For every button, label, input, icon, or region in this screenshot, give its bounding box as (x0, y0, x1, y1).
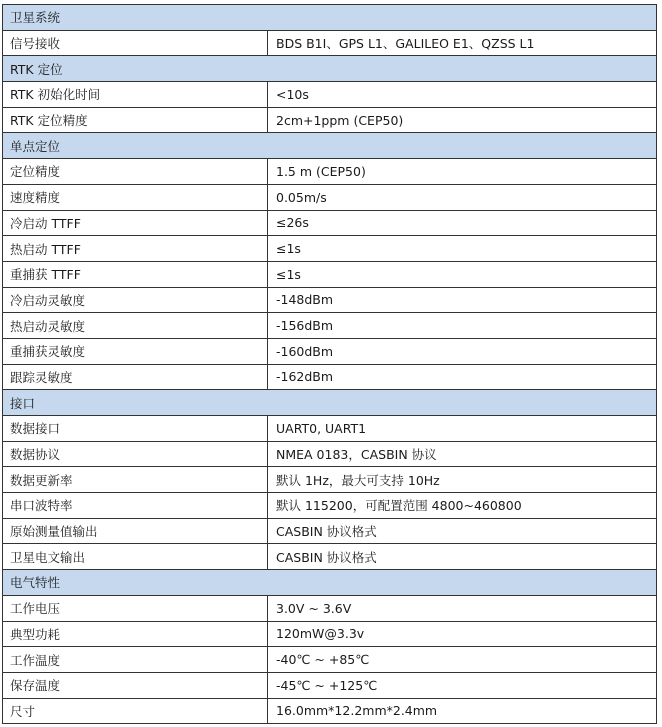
spec-value: BDS B1I、GPS L1、GALILEO E1、QZSS L1 (268, 30, 657, 56)
spec-label: 串口波特率 (3, 493, 268, 519)
spec-row (3, 698, 657, 724)
spec-row (3, 159, 657, 185)
spec-label: RTK 定位精度 (3, 107, 268, 133)
spec-value: 默认 115200，可配置范围 4800~460800 (268, 493, 657, 519)
section-header-row (3, 133, 657, 159)
spec-label: 冷启动 TTFF (3, 210, 268, 236)
spec-label: 典型功耗 (3, 621, 268, 647)
spec-table (2, 4, 657, 724)
spec-row (3, 107, 657, 133)
spec-label: 信号接收 (3, 30, 268, 56)
spec-value: 3.0V ~ 3.6V (268, 595, 657, 621)
spec-row (3, 261, 657, 287)
spec-label: 冷启动灵敏度 (3, 287, 268, 313)
spec-value: -156dBm (268, 313, 657, 339)
spec-label: 跟踪灵敏度 (3, 364, 268, 390)
spec-value: ≤1s (268, 236, 657, 262)
spec-row (3, 236, 657, 262)
spec-label: 工作温度 (3, 647, 268, 673)
spec-label: 尺寸 (3, 698, 268, 724)
spec-value: 0.05m/s (268, 184, 657, 210)
spec-value: 1.5 m (CEP50) (268, 159, 657, 185)
spec-row (3, 647, 657, 673)
spec-label: 数据更新率 (3, 467, 268, 493)
section-title: 单点定位 (3, 133, 657, 159)
spec-row (3, 210, 657, 236)
spec-row (3, 184, 657, 210)
spec-label: 数据协议 (3, 441, 268, 467)
spec-row (3, 441, 657, 467)
section-header-row (3, 390, 657, 416)
spec-row (3, 672, 657, 698)
spec-row (3, 416, 657, 442)
spec-label: 速度精度 (3, 184, 268, 210)
spec-label: 热启动灵敏度 (3, 313, 268, 339)
spec-row (3, 595, 657, 621)
spec-label: 卫星电文输出 (3, 544, 268, 570)
spec-value: 2cm+1ppm (CEP50) (268, 107, 657, 133)
section-title: RTK 定位 (3, 56, 657, 82)
spec-table-body (3, 5, 657, 724)
spec-row (3, 287, 657, 313)
spec-label: 数据接口 (3, 416, 268, 442)
spec-label: 保存温度 (3, 672, 268, 698)
section-title: 接口 (3, 390, 657, 416)
spec-label: 原始测量值输出 (3, 518, 268, 544)
spec-row (3, 313, 657, 339)
spec-value: 默认 1Hz，最大可支持 10Hz (268, 467, 657, 493)
spec-label: RTK 初始化时间 (3, 82, 268, 108)
spec-row (3, 518, 657, 544)
spec-value: UART0, UART1 (268, 416, 657, 442)
spec-label: 定位精度 (3, 159, 268, 185)
section-header-row (3, 570, 657, 596)
spec-value: -40℃ ~ +85℃ (268, 647, 657, 673)
spec-value: -45℃ ~ +125℃ (268, 672, 657, 698)
spec-value: CASBIN 协议格式 (268, 518, 657, 544)
spec-label: 热启动 TTFF (3, 236, 268, 262)
section-header-row (3, 56, 657, 82)
section-title: 卫星系统 (3, 5, 657, 31)
spec-value: 16.0mm*12.2mm*2.4mm (268, 698, 657, 724)
spec-value: ≤1s (268, 261, 657, 287)
spec-row (3, 493, 657, 519)
spec-label: 工作电压 (3, 595, 268, 621)
spec-value: -160dBm (268, 338, 657, 364)
spec-label: 重捕获 TTFF (3, 261, 268, 287)
spec-value: -148dBm (268, 287, 657, 313)
spec-label: 重捕获灵敏度 (3, 338, 268, 364)
spec-row (3, 544, 657, 570)
spec-row (3, 364, 657, 390)
section-title: 电气特性 (3, 570, 657, 596)
spec-value: 120mW@3.3v (268, 621, 657, 647)
section-header-row (3, 5, 657, 31)
spec-row (3, 30, 657, 56)
spec-value: NMEA 0183，CASBIN 协议 (268, 441, 657, 467)
spec-row (3, 338, 657, 364)
spec-row (3, 467, 657, 493)
spec-value: ≤26s (268, 210, 657, 236)
spec-value: <10s (268, 82, 657, 108)
spec-value: CASBIN 协议格式 (268, 544, 657, 570)
spec-row (3, 621, 657, 647)
spec-row (3, 82, 657, 108)
spec-value: -162dBm (268, 364, 657, 390)
